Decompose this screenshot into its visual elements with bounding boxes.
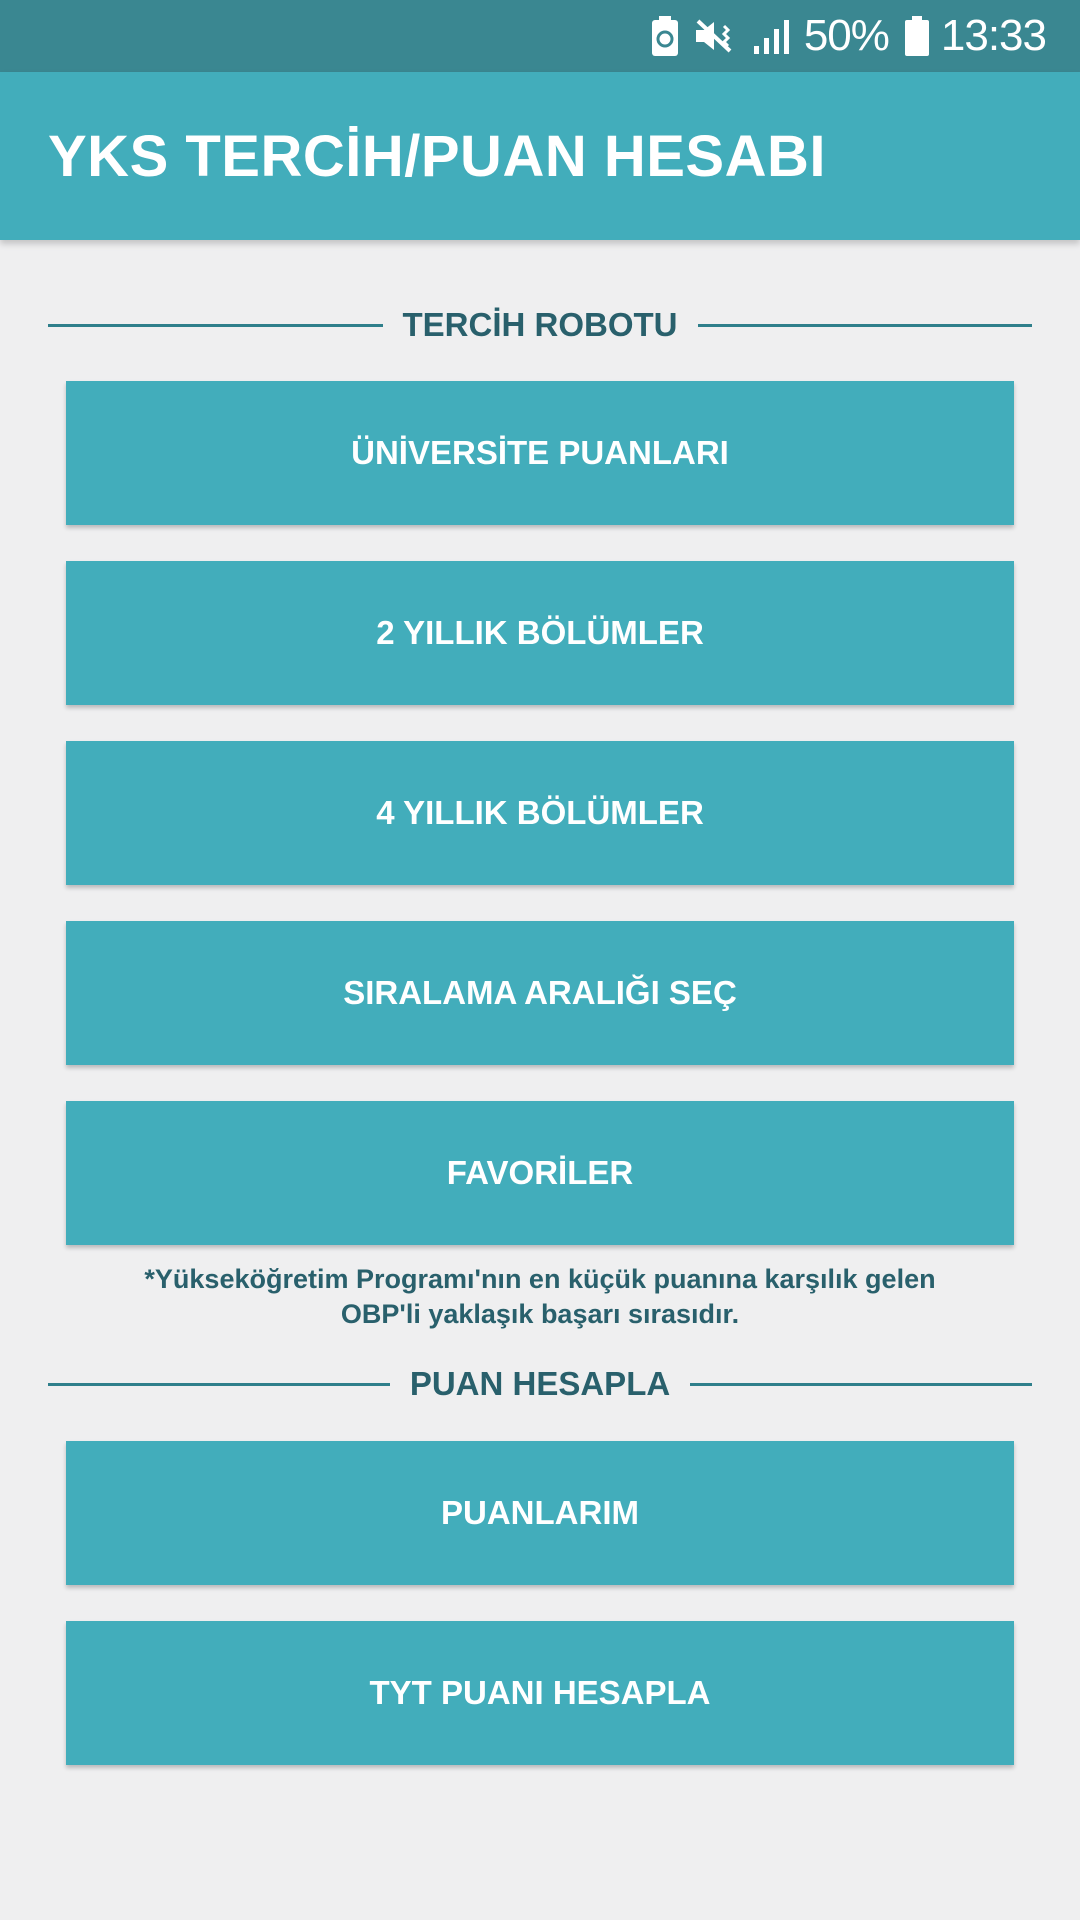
section-header-puan — [48, 1354, 1032, 1414]
section-title-tercih: TERCİH ROBOTU — [402, 306, 678, 343]
section-header-tercih — [48, 295, 1032, 355]
section-title-puan: PUAN HESAPLA — [409, 1365, 671, 1402]
app-title: YKS TERCİH/PUAN HESABI — [48, 123, 826, 189]
status-time: 13:33 — [940, 11, 1046, 60]
footnote-line-1: *Yükseköğretim Programı'nın en küçük puanına karşılık gelen — [144, 1264, 936, 1294]
universite-puanlari-button[interactable]: ÜNİVERSİTE PUANLARI — [66, 381, 1014, 525]
siralama-araligi-sec-button[interactable]: SIRALAMA ARALIĞI SEÇ — [66, 921, 1014, 1065]
mute-vibrate-icon — [694, 18, 736, 54]
divider-line — [698, 324, 1033, 327]
divider-line — [48, 324, 383, 327]
tyt-puani-hesapla-button[interactable]: TYT PUANI HESAPLA — [66, 1621, 1014, 1765]
divider-line — [690, 1383, 1032, 1386]
favoriler-button[interactable]: FAVORİLER — [66, 1101, 1014, 1245]
battery-saver-icon — [652, 16, 678, 56]
footnote-line-2: OBP'li yaklaşık başarı sırasıdır. — [340, 1299, 740, 1329]
app-bar — [0, 72, 1080, 240]
battery-icon — [905, 16, 929, 56]
dort-yillik-bolumler-button[interactable]: 4 YILLIK BÖLÜMLER — [66, 741, 1014, 885]
iki-yillik-bolumler-button[interactable]: 2 YILLIK BÖLÜMLER — [66, 561, 1014, 705]
puanlarim-button[interactable]: PUANLARIM — [66, 1441, 1014, 1585]
divider-line — [48, 1383, 390, 1386]
signal-icon — [752, 18, 792, 54]
status-bar — [0, 0, 1080, 72]
footnote — [66, 1262, 1014, 1332]
battery-percent: 50% — [803, 11, 889, 60]
